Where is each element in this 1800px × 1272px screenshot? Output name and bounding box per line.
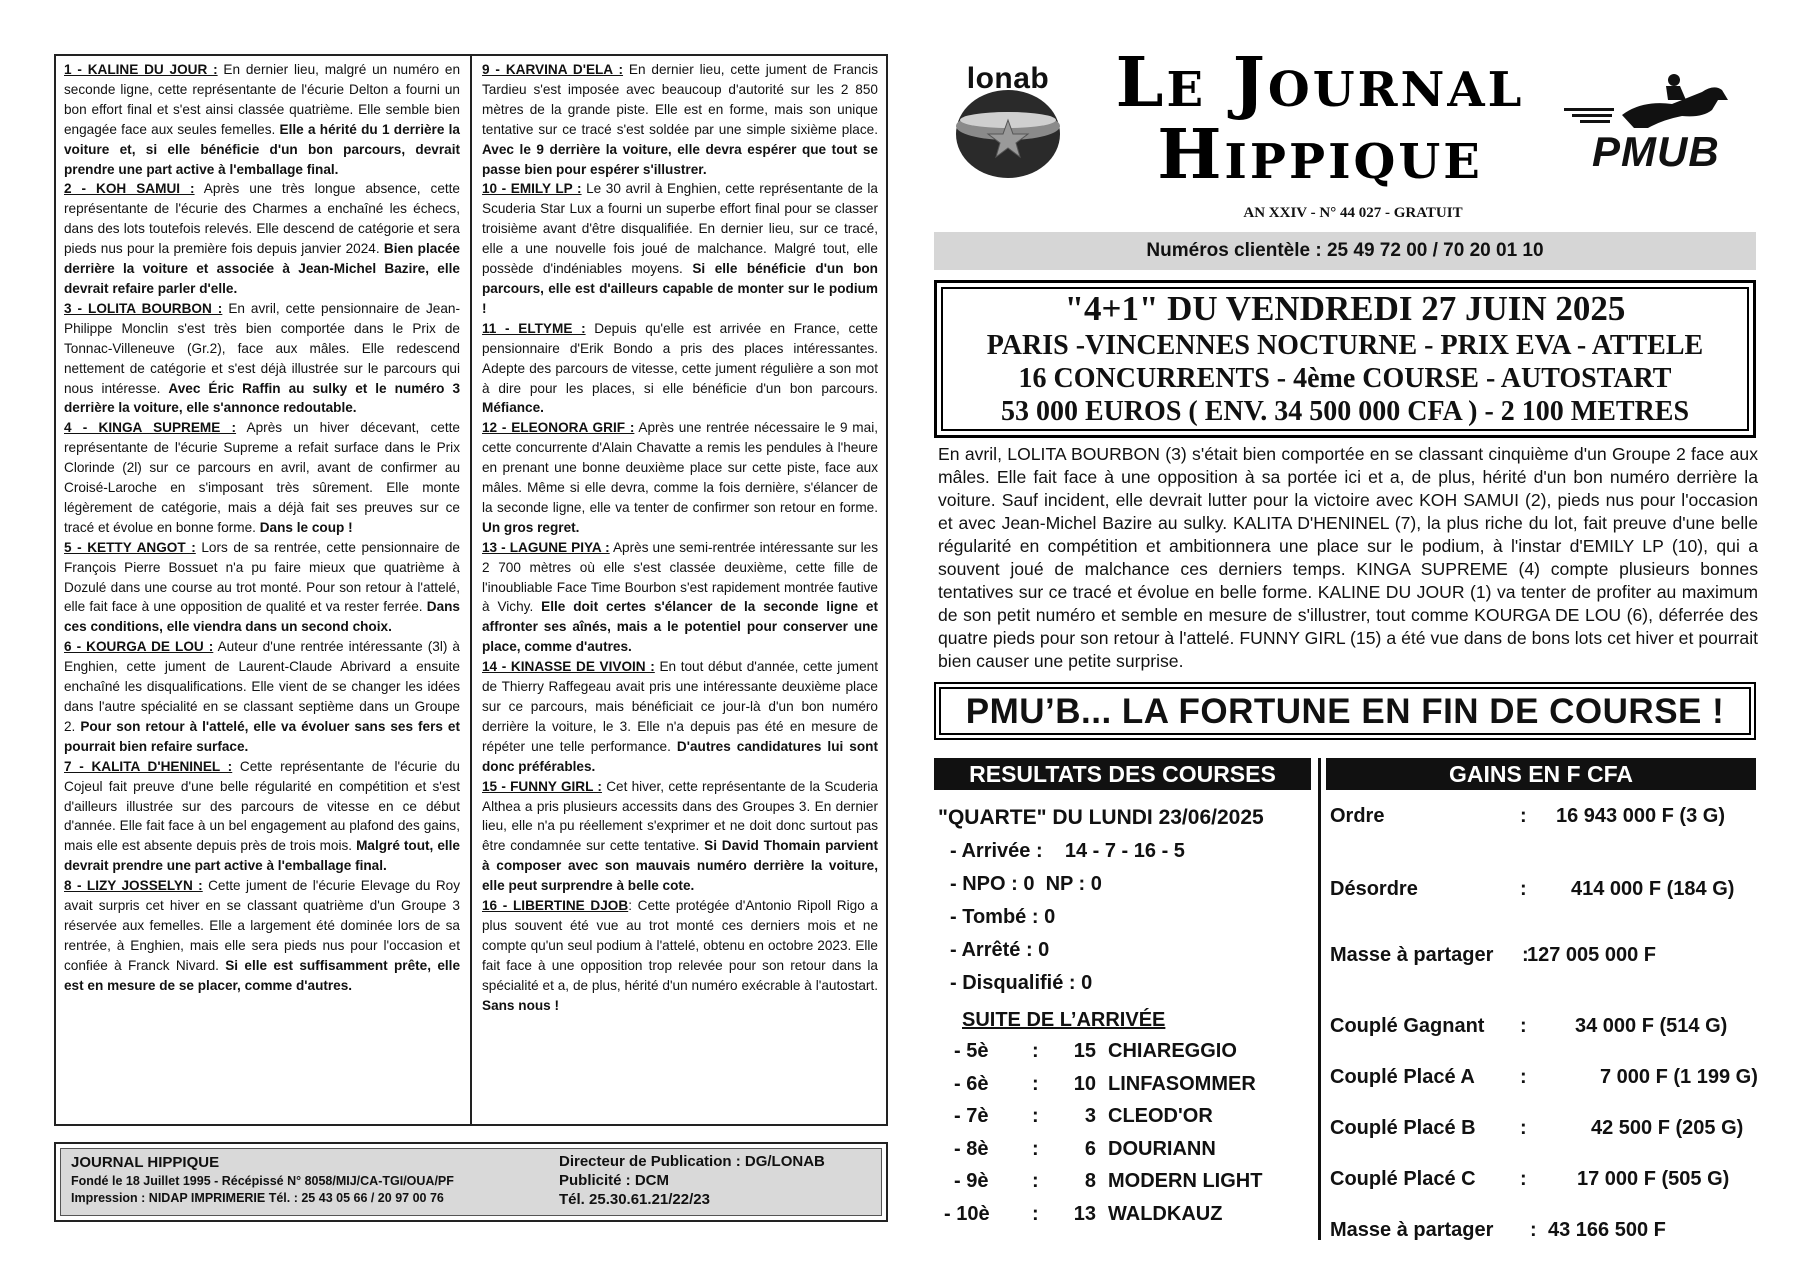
gain-value: 42 500 F (205 G) [1591,1117,1744,1139]
gain-colon: : [1520,1015,1527,1037]
horse-entry-verdict: Avec Éric Raffin au sulky et le numéro 3 derrière la voiture, elle s'annonce redoutable. [64,380,461,416]
horse-entry-title: 8 - LIZY JOSSELYN : [64,878,203,894]
horse-entry-text: En dernier lieu, malgré un numéro en seconde ligne, cette représentante de l'écurie Delton a fourni un bon effort final et s'est ainsi classée quatrième. Elle semble bien engagée face aux seules femelles. [64,62,460,137]
results-header: RESULTATS DES COURSES [934,758,1311,790]
suite-colon: : [1032,1137,1039,1160]
suite-colon: : [1032,1105,1039,1127]
suite-rank: - 7è [954,1105,989,1127]
horse-entry-verdict: Malgré tout, elle devrait prendre une part active à l'emballage final. [64,838,460,874]
suite-horse-number: 15 [1073,1040,1096,1062]
horse-entry-verdict: Si elle est suffisamment prête, elle est en mesure de se placer, comme d'autres. [64,957,461,993]
gain-label: Couplé Placé C [1330,1168,1476,1190]
horse-entry [482,777,878,896]
suite-arrivee-title: SUITE DE L’ARRIVÉE [962,1009,1166,1031]
suite-colon: : [1032,1040,1039,1062]
suite-horse-number: 13 [1073,1202,1096,1225]
arrete: - Arrêté : 0 [950,939,1050,961]
horse-entry [64,757,460,876]
horse-entry-text: En tout début d'année, cette jument de Thierry Raffegeau avait pris une intéressante deuxième place sur ce parcours, mais bénéficiait ce jour-là d'un bon numéro derrière la voiture, le 3. Elle n'a depuis pas été en mesure de répéter une telle performance. [482,659,878,754]
horse-entry-title: 14 - KINASSE DE VIVOIN : [482,659,655,675]
horse-entry [482,60,878,179]
horse-entry [64,538,460,638]
horse-entry-title: 16 - LIBERTINE DJOB [482,898,629,914]
horse-entry-verdict: Elle a hérité du 1 derrière la voiture et, si elle bénéficie d'un bon parcours, devrait prendre une part active à l'emballage final. [64,121,460,177]
slogan: PMU’B... LA FORTUNE EN FIN DE COURSE ! [939,687,1751,735]
horse-entry-text: : Cette protégée d'Antonio Ripoll Rigo a plus souvent été vue au trot monté ces derniers mois et ne compte qu'un seul podium à l'attelé, obtenu en octobre 2023. Elle fait face à une opposition trop relevée pour son retour dans la spécialité et a, de plus, hérité d'un numéro exécrable à l'autostart. [482,898,878,993]
footer-telephone: Tél. 25.30.61.21/22/23 [559,1191,710,1208]
horse-entry-verdict: Dans le coup ! [259,519,353,535]
horse-entry-verdict: Dans ces conditions, elle viendra dans un second choix. [64,599,460,635]
column-divider [470,54,472,1126]
horse-entry-title: 9 - KARVINA D'ELA : [482,62,624,77]
gain-label: Couplé Gagnant [1330,1015,1485,1037]
horse-entry-verdict: Pour son retour à l'attelé, elle va évoluer sans ses fers et pourrait bien refaire surface. [64,718,460,754]
entries-column-1 [64,60,460,996]
suite-horse-number: 10 [1073,1072,1096,1095]
horse-entry-title: 6 - KOURGA DE LOU : [64,639,214,655]
horse-entry-text: Depuis qu'elle est arrivée en France, cette pensionnaire d'Erik Bondo a pris des places intéressantes. Adepte des parcours de vitesse, cette jument régulière a son mot à dire pour les places, si elle bénéficie d'un bon parcours. [482,320,878,396]
gain-label: Couplé Placé B [1330,1117,1476,1139]
horse-entry-text: Cette représentante de l'écurie du Cojeul fait preuve d'une belle régularité en compétition et s'est d'ailleurs illustrée sur des parcours de vitesse en ce début d'année. Elle fait face à un bel engagement au plafond des gains, mais elle est absente depuis près de trois mois. [64,758,460,854]
suite-horse-number: 8 [1084,1170,1096,1192]
horse-entry-verdict: Un gros regret. [482,519,580,535]
horse-entry-text: Après une semi-rentrée intéressante sur les 2 700 mètres où elle s'est classée deuxième, cette fille de l'inoubliable Face Time Bourbon s'est rapidement montrée fautive à Vichy. [482,539,878,615]
horse-entry [482,418,878,537]
suite-horse-name: MODERN LIGHT [1108,1170,1263,1192]
gains-header: GAINS EN F CFA [1326,758,1756,790]
horse-entry-title: 2 - KOH SAMUI : [64,181,195,197]
suite-rank: - 6è [954,1072,989,1095]
tombe: - Tombé : 0 [950,906,1056,928]
journal-title-line2: Hippique [1157,115,1483,195]
horse-entry-title: 15 - FUNNY GIRL : [482,778,602,794]
horse-entry-text: Après une rentrée nécessaire le 9 mai, cette concurrente d'Alain Chavatte a remis les pendules à l'heure en prenant une bonne deuxième place sur cette piste, face aux mâles. Même si elle devra, comme la fois dernière, s'élancer de la seconde ligne, elle va tenter de confirmer son retour en forme. [482,420,878,515]
horse-entry-text: En dernier lieu, cette jument de Francis Tardieu s'est imposée avec beaucoup d'autorité sur les 2 850 mètres de la grande piste. Elle est en forme, mais son unique tentative sur ce tracé s'est soldée par une simple sixième place. [482,62,878,137]
suite-horse-name: CLEOD'OR [1108,1105,1213,1127]
gain-colon: : [1520,1117,1527,1139]
horse-entry-title: 4 - KINGA SUPREME : [64,420,237,436]
slogan-box [934,682,1756,740]
horse-entry-verdict: Méfiance. [482,400,544,416]
horse-entry-title: 10 - EMILY LP : [482,181,582,197]
horse-entry [482,538,878,657]
gain-colon: : [1520,1066,1527,1088]
race-summary: En avril, LOLITA BOURBON (3) s'était bien comportée en se classant cinquième d'un Groupe 2 face aux mâles. Elle fait face à une opposition à sa portée ici et a, de plus, hérité d'un bon numéro derrière la voiture. Sauf incident, elle devrait lutter pour la victoire avec KOH SAMUI (2), pieds nus pour l'occasion et avec Jean-Michel Bazire au sulky. KALITA D'HENINEL (7), la plus riche du lot, fait preuve d'une belle régularité en compétition et ambitionnera une place sur le podium, à l'instar d'EMILY LP (10), qui a souvent joué de malchance ces derniers temps. KINGA SUPREME (4) compte plusieurs bonnes tentatives sur ce tracé et évolue en belle forme. KALINE DU JOUR (1) va tenter de profiter au maximum de son petit numéro et semble en mesure de s'illustrer, tout comme KOURGA DE LOU (6), déferrée des quatre pieds pour son retour à l'attelé. FUNNY GIRL (15) a été vue dans de bons lots cet hiver et pourrait bien causer une petite surprise. [938,444,1758,671]
lonab-logo [948,62,1068,182]
gain-label: Ordre [1330,805,1385,827]
gain-value: 16 943 000 F (3 G) [1556,805,1725,827]
horse-entry-text: Lors de sa rentrée, cette pensionnaire de François Pierre Bossuet n'a pu faire mieux que quatrième à Dozulé dans une course au trot monté. Pour son retour à l'attelé, elle fait face à une opposition de qualité et va rester ferrée. [64,539,460,615]
journal-title-line1: Le Journal [1115,43,1525,123]
gain-value: 127 005 000 F [1527,944,1656,966]
horse-entry [482,179,878,318]
pmub-wordmark: PMUB [1592,128,1720,175]
horse-entry-verdict: Bien placée derrière la voiture et associée à Jean-Michel Bazire, elle devrait refaire parler d'elle. [64,241,460,296]
gain-label: Masse à partager [1330,1219,1494,1241]
suite-rank: - 10è [944,1202,990,1225]
footer-publicite: Publicité : DCM [559,1172,670,1189]
suite-colon: : [1032,1202,1039,1225]
gain-colon: : [1520,878,1527,900]
horse-entry [64,60,460,179]
gain-label: Masse à partager [1330,944,1494,966]
horse-entry-verdict: Si elle bénéficie d'un bon parcours, elle est d'ailleurs capable de monter sur le podium ! [482,261,878,316]
suite-rank: - 9è [954,1170,989,1192]
suite-colon: : [1032,1072,1039,1095]
horse-entry-verdict: Avec le 9 derrière la voiture, elle devra espérer que tout se passe bien pour espérer s'illustrer. [482,141,878,177]
horse-entry-verdict: Elle doit certes s'élancer de la seconde ligne et affronter ses aînés, mais a le potentiel pour conserver une place, comme d'autres. [482,599,878,655]
horse-entry-title: 12 - ELEONORA GRIF : [482,420,635,436]
gain-value: 43 166 500 F [1548,1219,1666,1241]
gain-value: 414 000 F (184 G) [1571,878,1735,900]
suite-colon: : [1032,1170,1039,1192]
pmub-logo [1562,70,1742,180]
horse-entry-title: 11 - ELTYME : [482,320,586,336]
horse-entry [64,876,460,995]
gain-label: Couplé Placé A [1330,1066,1475,1088]
horse-entry [482,657,878,776]
race-date: "4+1" DU VENDREDI 27 JUIN 2025 [1064,289,1626,328]
gain-colon: : [1530,1219,1537,1241]
horse-entry [64,637,460,756]
suite-horse-name: WALDKAUZ [1108,1202,1223,1225]
gain-value: 17 000 F (505 G) [1577,1168,1730,1190]
footer-director: Directeur de Publication : DG/LONAB [559,1153,825,1170]
horse-entry-text: Le 30 avril à Enghien, cette représentante de la Scuderia Star Lux a fourni un superbe effort final pour se classer troisième avant d'être disqualifiée. En dernier lieu, sur ce tracé, elle a une nouvelle fois joué de malchance. Malgré tout, elle possède d'indéniables moyens. [482,181,878,277]
suite-horse-number: 6 [1084,1137,1096,1160]
horse-entry [64,299,460,418]
horse-entry-text: Cette jument de l'écurie Elevage du Roy avait surpris cet hiver en se classant quatrième d'un Groupe 3 réservée aux femelles. Elle a largement été dominée lors de sa rentrée, à Enghien, mais elle sera pieds nus pour l'occasion et confiée à Franck Nivard. [64,878,460,973]
horse-entry-title: 3 - LOLITA BOURBON : [64,300,223,316]
horse-entry-title: 13 - LAGUNE PIYA : [482,539,610,555]
results-divider [1318,758,1321,1240]
issue-info: AN XXIV - N° 44 027 - GRATUIT [1243,205,1463,221]
horse-entry-text: Après une très longue absence, cette représentante de l'écurie des Charmes a enchaîné les échecs, dans des lots toutefois relevés. Elle descend de catégorie et sera pieds nus pour la première fois depuis janvier 2024. [64,181,460,257]
suite-horse-name: CHIAREGGIO [1108,1040,1237,1062]
gain-label: Désordre [1330,878,1418,900]
gain-colon: : [1520,805,1527,827]
publication-footer [54,1142,888,1222]
horse-entry-text: En avril, cette pensionnaire de Jean-Philippe Monclin s'est très bien comportée dans le Prix de Tonnac-Villeneuve (Gr.2), face aux mâles. Elle redescend nettement de catégorie et s'est déjà illustrée sur le parcours qui nous intéresse. [64,300,460,396]
gain-colon: : [1520,1168,1527,1190]
horse-entry-title: 7 - KALITA D'HENINEL : [64,758,233,774]
horse-entry-title: 5 - KETTY ANGOT : [64,539,196,555]
gain-value: 34 000 F (514 G) [1575,1015,1728,1037]
lonab-wordmark: lonab [966,62,1050,95]
footer-journal-name: JOURNAL HIPPIQUE [71,1154,220,1171]
horse-entry [482,319,878,419]
gain-colon: : [1522,944,1529,966]
journal-title [1090,43,1550,195]
quarte-title: "QUARTE" DU LUNDI 23/06/2025 [938,806,1264,829]
horse-entry [482,896,878,1015]
race-conditions: 16 CONCURRENTS - 4ème COURSE - AUTOSTART [1018,363,1672,394]
client-phone-numbers: Numéros clientèle : 25 49 72 00 / 70 20 01 10 [934,232,1756,270]
horse-entry-title: 1 - KALINE DU JOUR : [64,62,218,77]
horse-entry-verdict: Sans nous ! [482,997,560,1013]
suite-horse-number: 3 [1084,1105,1096,1127]
race-info-box [934,280,1756,438]
suite-horse-name: DOURIANN [1108,1137,1216,1160]
horse-entry-verdict: D'autres candidatures lui sont donc préférables. [482,738,879,774]
horse-entry [64,418,460,537]
horse-entry-text: Après un hiver décevant, cette représentante de l'écurie Supreme a refait surface dans le Prix Clorinde (2l) sur ce parcours en avril, avant de confirmer au Croisé-Laroche en s'imposant très sûrement. Elle monte légèrement de catégorie, mais a déjà fait ses preuves sur ce tracé et évolue en bonne forme. [64,420,460,535]
footer-printing: Impression : NIDAP IMPRIMERIE Tél. : 25 43 05 66 / 20 97 00 76 [71,1191,444,1205]
horse-entry-text: Cet hiver, cette représentante de la Scuderia Althea a pris plusieurs accessits dans des Groupes 3. En dernier lieu, elle n'a pu réellement s'exprimer et ne doit donc surtout pas être condamnée sur cette tentative. [482,778,878,854]
disqualifie: - Disqualifié : 0 [950,972,1093,994]
horse-entry-verdict: Si David Thomain parvient à composer avec son mauvais numéro derrière la voiture, elle peut surprendre à belle cote. [482,838,878,894]
footer-founded: Fondé le 18 Juillet 1995 - Récépissé N° 8058/MIJ/CA-TGI/OUA/PF [71,1174,454,1188]
race-purse: 53 000 EUROS ( ENV. 34 500 000 CFA ) - 2 100 METRES [1000,396,1690,427]
suite-rank: - 8è [954,1137,989,1160]
horse-entry-text: Auteur d'une rentrée intéressante (3l) à Enghien, cette jument de Laurent-Claude Abrivard a ensuite enchaîné les disqualifications. Elle vient de se changer les idées dans l'autre spécialité en se classant septième dans un Groupe 2. [64,639,460,734]
suite-horse-name: LINFASOMMER [1108,1072,1256,1095]
entries-column-2 [482,60,878,1016]
horse-entry [64,179,460,298]
npo-np: - NPO : 0 NP : 0 [950,873,1102,895]
race-venue: PARIS -VINCENNES NOCTURNE - PRIX EVA - ATTELE [986,330,1704,361]
gain-value: 7 000 F (1 199 G) [1600,1066,1758,1088]
arrivee: - Arrivée : 14 - 7 - 16 - 5 [950,840,1185,862]
suite-rank: - 5è [954,1040,989,1062]
